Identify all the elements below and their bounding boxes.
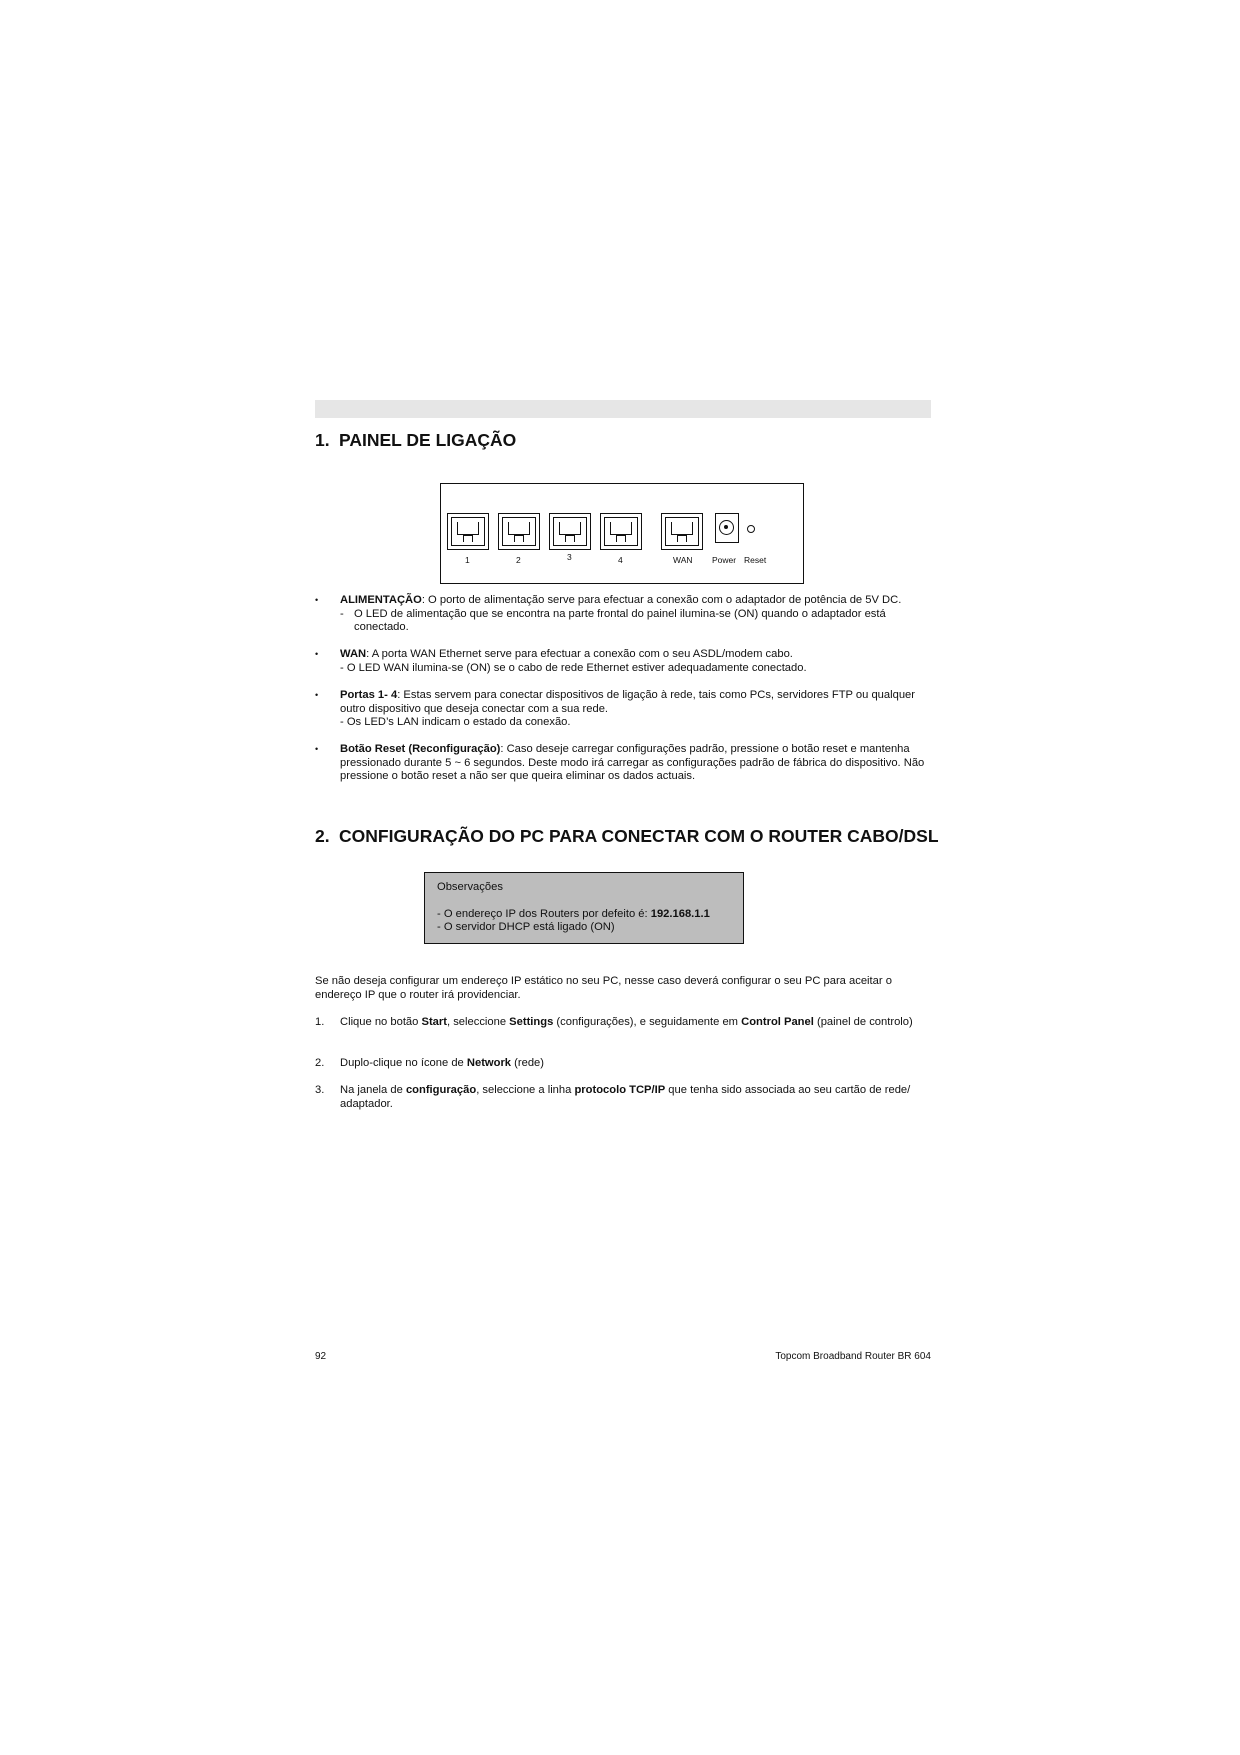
notes-line-1: - O endereço IP dos Routers por defeito é: 192.168.1.1 <box>437 907 710 920</box>
bullet-glyph: • <box>315 744 319 754</box>
bullet-text: : Estas servem para conectar dispositivos de ligação à rede, tais como PCs, servidores FTP ou qualquer outro dispositivo que deseja conectar com a sua rede. <box>340 689 915 715</box>
step-number: 2. <box>315 1057 325 1069</box>
bullet-alimentacao <box>315 594 935 635</box>
page-number: 92 <box>315 1351 327 1362</box>
section-2-number: 2. <box>315 826 330 846</box>
bullet-text: : A porta WAN Ethernet serve para efectuar a conexão com o seu ASDL/modem cabo. <box>366 648 793 660</box>
default-ip: 192.168.1.1 <box>650 907 710 920</box>
lan-port-4-icon <box>600 513 642 550</box>
notes-heading: Observações <box>437 881 503 893</box>
bullet-glyph: • <box>315 690 319 700</box>
notes-box <box>424 872 744 944</box>
step-2: 2. Duplo-clique no ícone de Network (rede) <box>315 1057 544 1069</box>
section-1-heading <box>315 430 516 451</box>
bullet-glyph: • <box>315 649 319 659</box>
step-3: 3. Na janela de configuração, seleccione a linha protocolo TCP/IP que tenha sido associada ao seu cartão de rede/ adaptador. <box>315 1084 911 1110</box>
port-label-1: 1 <box>465 555 470 565</box>
bullet-term: ALIMENTAÇÃO <box>340 594 422 606</box>
power-label: Power <box>712 555 737 565</box>
header-bar <box>315 400 931 418</box>
step-1: 1. Clique no botão Start, seleccione Settings (configurações), e seguidamente em Control Panel (painel de controlo) <box>315 1016 913 1028</box>
bullet-portas <box>315 689 935 730</box>
connection-panel-diagram <box>440 483 804 584</box>
reset-label: Reset <box>744 555 767 565</box>
bullet-text: : O porto de alimentação serve para efectuar a conexão com o adaptador de potência de 5V DC. <box>421 594 902 606</box>
port-label-2: 2 <box>516 555 521 565</box>
bullet-reset <box>315 743 935 784</box>
bullet-text: : Caso deseje carregar configurações padrão, pressione o botão reset e mantenha pressionado durante 5 ~ 6 segundos. Deste modo irá carregar as configurações padrão de fábrica do dispositivo. Não pressione o botão reset a não ser que queira eliminar os dados actuais. <box>340 743 925 783</box>
section-2-heading <box>315 826 939 847</box>
port-label-4: 4 <box>618 555 623 565</box>
power-jack-icon <box>715 513 739 543</box>
lan-port-1-icon <box>447 513 489 550</box>
port-label-3: 3 <box>567 552 572 562</box>
step-number: 1. <box>315 1016 325 1028</box>
bullet-subtext: - O LED WAN ilumina-se (ON) se o cabo de rede Ethernet estiver adequadamente conectado. <box>340 661 807 674</box>
bullet-term: Portas 1- 4 <box>340 689 398 701</box>
bullet-glyph: • <box>315 595 319 605</box>
sub-dash: - <box>340 607 344 620</box>
section-1-number: 1. <box>315 430 330 450</box>
bullet-term: Botão Reset (Reconfiguração) <box>340 743 501 755</box>
notes-line-2: - O servidor DHCP está ligado (ON) <box>437 921 615 934</box>
lan-port-3-icon <box>549 513 591 550</box>
bullet-subtext: - Os LED’s LAN indicam o estado da conexão. <box>340 716 571 729</box>
lan-port-2-icon <box>498 513 540 550</box>
reset-button-icon <box>747 525 755 533</box>
wan-label: WAN <box>673 555 693 565</box>
bullet-wan <box>315 648 935 675</box>
intro-paragraph: Se não deseja configurar um endereço IP estático no seu PC, nesse caso deverá configurar o seu PC para aceitar o endereço IP que o router irá providenciar. <box>315 975 892 1001</box>
bullet-term: WAN <box>340 648 367 660</box>
step-number: 3. <box>315 1084 325 1096</box>
section-2-title: CONFIGURAÇÃO DO PC PARA CONECTAR COM O ROUTER CABO/DSL <box>339 826 939 846</box>
wan-port-icon <box>661 513 703 550</box>
footer-product: Topcom Broadband Router BR 604 <box>775 1351 931 1362</box>
bullet-subtext: O LED de alimentação que se encontra na parte frontal do painel ilumina-se (ON) quando o adaptador está conectado. <box>354 607 886 634</box>
section-1-title: PAINEL DE LIGAÇÃO <box>339 430 517 450</box>
